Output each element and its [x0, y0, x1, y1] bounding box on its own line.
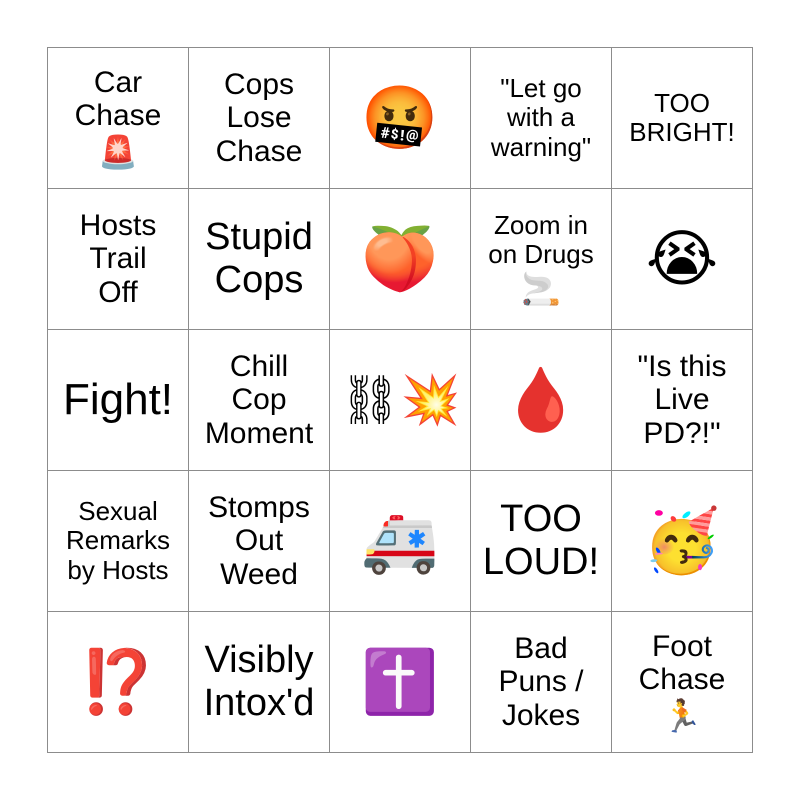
bingo-cell[interactable]	[612, 471, 753, 612]
cursing-face-icon: 🤬	[361, 80, 439, 154]
blood-drop-icon: 🩸	[502, 362, 580, 436]
bingo-board	[47, 47, 753, 753]
bingo-cell[interactable]	[471, 330, 612, 471]
party-face-icon: 🥳	[643, 503, 721, 577]
bingo-cell[interactable]	[189, 48, 330, 189]
bingo-cell[interactable]	[330, 330, 471, 471]
crying-face-icon: 😭	[645, 221, 719, 295]
bingo-cell[interactable]	[189, 330, 330, 471]
runner-icon: 🏃	[662, 697, 702, 735]
exclamation-question-icon: ⁉️	[79, 644, 157, 718]
cell-text: TOO BRIGHT!	[629, 87, 735, 147]
bingo-cell[interactable]	[330, 48, 471, 189]
cell-text: Car Chase	[74, 65, 162, 133]
chains-collision-icon: ⛓💥	[339, 371, 461, 428]
bingo-cell[interactable]	[48, 48, 189, 189]
bingo-cell[interactable]	[612, 612, 753, 753]
cell-text: Fight!	[62, 375, 174, 425]
peach-icon: 🍑	[361, 221, 439, 295]
bingo-cell[interactable]	[612, 189, 753, 330]
bingo-cell[interactable]	[48, 471, 189, 612]
bingo-cell[interactable]	[471, 189, 612, 330]
cell-text: "Let go with a warning"	[490, 73, 592, 162]
bingo-cell[interactable]	[48, 189, 189, 330]
cell-text: Chill Cop Moment	[204, 349, 314, 450]
cell-text: Visibly Intox'd	[203, 639, 315, 724]
bingo-cell[interactable]	[471, 48, 612, 189]
latin-cross-icon: ✝️	[361, 644, 439, 718]
cell-text: Hosts Trail Off	[79, 208, 157, 309]
cell-text: Foot Chase	[638, 629, 726, 697]
cell-text: "Is this Live PD?!"	[637, 349, 727, 450]
cell-text: Bad Puns / Jokes	[498, 631, 584, 732]
police-light-icon: 🚨	[98, 133, 138, 171]
ambulance-icon: 🚑	[361, 503, 439, 577]
bingo-cell[interactable]	[612, 330, 753, 471]
bingo-cell[interactable]	[48, 330, 189, 471]
cell-text: Sexual Remarks by Hosts	[65, 496, 170, 585]
cell-text: Zoom in on Drugs	[488, 210, 594, 270]
cell-text: Stupid Cops	[205, 216, 313, 301]
cell-text: TOO LOUD!	[482, 498, 600, 583]
bingo-cell[interactable]	[471, 471, 612, 612]
bingo-cell[interactable]	[189, 471, 330, 612]
bingo-cell[interactable]	[612, 48, 753, 189]
bingo-cell[interactable]	[189, 612, 330, 753]
cell-text: Stomps Out Weed	[208, 490, 310, 591]
bingo-cell[interactable]	[330, 189, 471, 330]
bingo-cell[interactable]	[471, 612, 612, 753]
bingo-cell[interactable]	[330, 471, 471, 612]
bingo-cell[interactable]	[189, 189, 330, 330]
bingo-cell[interactable]	[48, 612, 189, 753]
cigarette-icon: 🚬	[521, 269, 561, 308]
bingo-cell[interactable]	[330, 612, 471, 753]
cell-text: Cops Lose Chase	[215, 67, 303, 168]
